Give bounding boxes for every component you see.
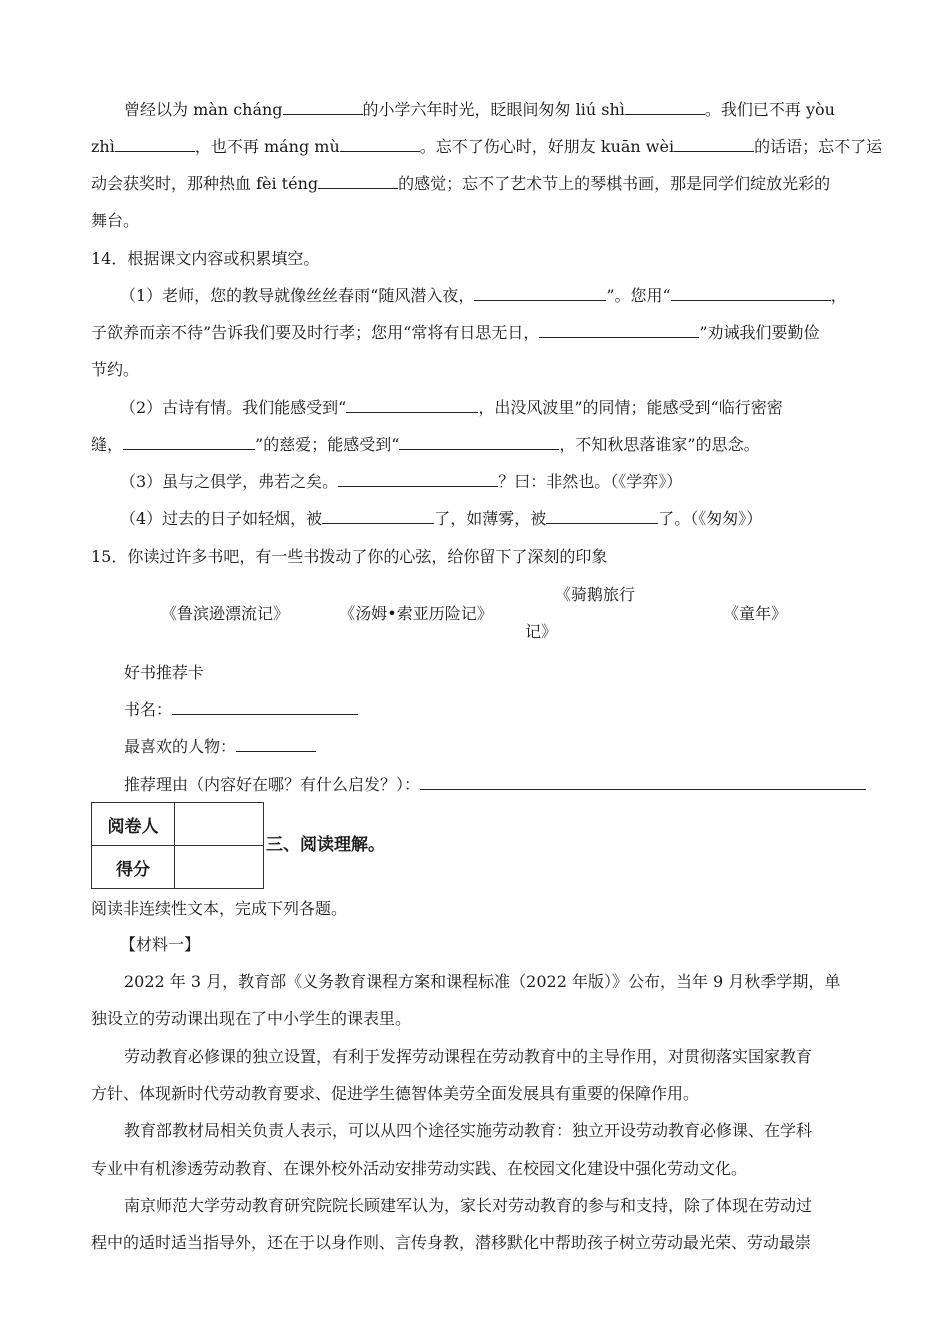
score-cell[interactable]: [175, 846, 264, 889]
recommend-reason-blank[interactable]: [420, 775, 866, 790]
reviewer-label: 阅卷人: [92, 803, 175, 846]
material-1-para-4-line-1: [124, 1196, 812, 1216]
book-name-row: [124, 700, 358, 720]
question-text: 节约。: [91, 360, 140, 379]
card-title: 好书推荐卡: [124, 663, 205, 682]
passage-text: 的感觉；忘不了艺术节上的琴棋书画，那是同学们绽放光彩的: [398, 174, 831, 193]
passage-text: 。我们已不再 yòu: [704, 100, 835, 119]
passage-text: zhì: [91, 137, 115, 156]
passage-line-4: [91, 211, 139, 231]
material-label: 【材料一】: [120, 935, 201, 954]
question-text: ？曰：非然也。（《学弈》）: [498, 472, 683, 491]
answer-blank[interactable]: [671, 286, 831, 301]
answer-blank[interactable]: [115, 137, 195, 152]
score-label: 得分: [92, 846, 175, 889]
passage-text: 的小学六年时光，眨眼间匆匆 liú shì: [362, 100, 625, 119]
q14-item-1-line-2: [91, 323, 820, 343]
recommend-reason-label: 推荐理由（内容好在哪？有什么启发？）：: [124, 775, 421, 794]
question-title: 14．根据课文内容或积累填空。: [91, 249, 320, 268]
question-text: 了。（《匆匆》）: [658, 509, 763, 528]
section-heading: 三、阅读理解。: [266, 835, 385, 855]
book-option-tom-sawyer: 《汤姆•索亚历险记》: [339, 604, 493, 623]
material-1-para-4-line-2: [91, 1233, 811, 1253]
question-text: （1）老师，您的教导就像丝丝春雨“随风潜入夜，: [120, 286, 475, 305]
answer-blank[interactable]: [674, 137, 754, 152]
passage-text: 。忘不了伤心时，好朋友 kuān wèi: [419, 137, 675, 156]
passage-line-1: [124, 100, 835, 120]
book-option-nils-line-1: 《骑鹅旅行: [554, 585, 635, 604]
question-text: ，出没风波里”的同情；能感受到“临行密密: [478, 398, 783, 417]
answer-blank[interactable]: [340, 137, 420, 152]
question-text: ”劝诫我们要勤俭: [699, 323, 820, 342]
paragraph-text: 方针、体现新时代劳动教育要求、促进学生德智体美劳全面发展具有重要的保障作用。: [91, 1084, 700, 1103]
question-text: ”。您用“: [606, 286, 671, 305]
answer-blank[interactable]: [474, 286, 606, 301]
passage-line-2: [91, 137, 882, 157]
recommend-reason-row: [124, 775, 866, 795]
passage-text: 曾经以为 màn cháng: [124, 100, 283, 119]
answer-blank[interactable]: [283, 100, 363, 115]
book-name-blank[interactable]: [172, 700, 358, 715]
answer-blank[interactable]: [625, 100, 705, 115]
q14-item-2-line-1: [120, 398, 783, 418]
book-option-robinson: 《鲁滨逊漂流记》: [160, 604, 289, 623]
paragraph-text: 独设立的劳动课出现在了中小学生的课表里。: [91, 1009, 412, 1028]
answer-blank[interactable]: [346, 398, 478, 413]
question-text: （3）虽与之俱学，弗若之矣。: [120, 472, 339, 491]
material-1-para-1-line-2: [91, 1009, 411, 1029]
question-text: 子欲养而亲不待”告诉我们要及时行孝；您用“常将有日思无日，: [91, 323, 540, 342]
reviewer-cell[interactable]: [175, 803, 264, 846]
paragraph-text: 教育部教材局相关负责人表示，可以从四个途径实施劳动教育：独立开设劳动教育必修课、在学科: [124, 1121, 813, 1140]
passage-text: 舞台。: [91, 211, 140, 230]
question-15-title: [91, 547, 607, 567]
passage-line-3: [91, 174, 830, 194]
q14-item-1-line-3: [91, 360, 139, 380]
passage-text: ，也不再 máng mù: [194, 137, 340, 156]
answer-blank[interactable]: [322, 509, 434, 524]
book-name-label: 书名：: [124, 700, 173, 719]
material-1-para-3-line-2: [91, 1159, 747, 1179]
paragraph-text: 专业中有机渗透劳动教育、在课外校外活动安排劳动实践、在校园文化建设中强化劳动文化。: [91, 1159, 748, 1178]
answer-blank[interactable]: [123, 435, 255, 450]
favorite-character-label: 最喜欢的人物：: [124, 737, 237, 756]
q14-item-4: [120, 509, 762, 529]
answer-blank[interactable]: [318, 174, 398, 189]
question-text: ，: [830, 286, 847, 305]
question-text: 了，如薄雾，被: [434, 509, 547, 528]
question-title: 15．你读过许多书吧，有一些书拨动了你的心弦，给你留下了深刻的印象: [91, 547, 608, 566]
answer-blank[interactable]: [539, 323, 699, 338]
material-1-para-2-line-2: [91, 1084, 699, 1104]
paragraph-text: 南京师范大学劳动教育研究院院长顾建军认为，家长对劳动教育的参与和支持，除了体现在劳动过: [124, 1196, 813, 1215]
question-text: （4）过去的日子如轻烟，被: [120, 509, 323, 528]
material-1-para-1-line-1: [124, 972, 840, 992]
answer-blank[interactable]: [399, 435, 559, 450]
paragraph-text: 程中的适时适当指导外，还在于以身作则、言传身教，潜移默化中帮助孩子树立劳动最光荣、劳动最崇: [91, 1233, 812, 1252]
question-text: ”的慈爱；能感受到“: [255, 435, 400, 454]
question-text: 缝，: [91, 435, 124, 454]
favorite-character-blank[interactable]: [236, 737, 316, 752]
passage-text: 动会获奖时，那种热血 fèi téng: [91, 174, 319, 193]
paragraph-text: 劳动教育必修课的独立设置，有利于发挥劳动课程在劳动教育中的主导作用，对贯彻落实国家教育: [124, 1047, 813, 1066]
score-table: [91, 802, 264, 889]
q14-item-2-line-2: [91, 435, 760, 455]
material-1-label: [120, 935, 200, 955]
book-option-childhood: 《童年》: [722, 604, 787, 623]
question-14-title: [91, 249, 319, 269]
section-intro: 阅读非连续性文本，完成下列各题。: [91, 899, 348, 918]
favorite-character-row: [124, 737, 316, 757]
q14-item-3: [120, 472, 682, 492]
recommend-card-title: [124, 663, 204, 683]
question-text: （2）古诗有情。我们能感受到“: [120, 398, 347, 417]
material-1-para-3-line-1: [124, 1121, 812, 1141]
question-text: ，不知秋思落谁家”的思念。: [559, 435, 760, 454]
material-1-para-2-line-1: [124, 1047, 812, 1067]
answer-blank[interactable]: [338, 472, 498, 487]
answer-blank[interactable]: [546, 509, 658, 524]
q14-item-1-line-1: [120, 286, 847, 306]
book-option-nils-line-2: 记》: [524, 622, 557, 641]
passage-text: 的话语；忘不了运: [754, 137, 883, 156]
section-3-intro: [91, 899, 347, 919]
section-3-heading: [266, 835, 385, 855]
paragraph-text: 2022 年 3 月，教育部《义务教育课程方案和课程标准（2022 年版）》公布，当年 9 月秋季学期，单: [124, 972, 841, 991]
